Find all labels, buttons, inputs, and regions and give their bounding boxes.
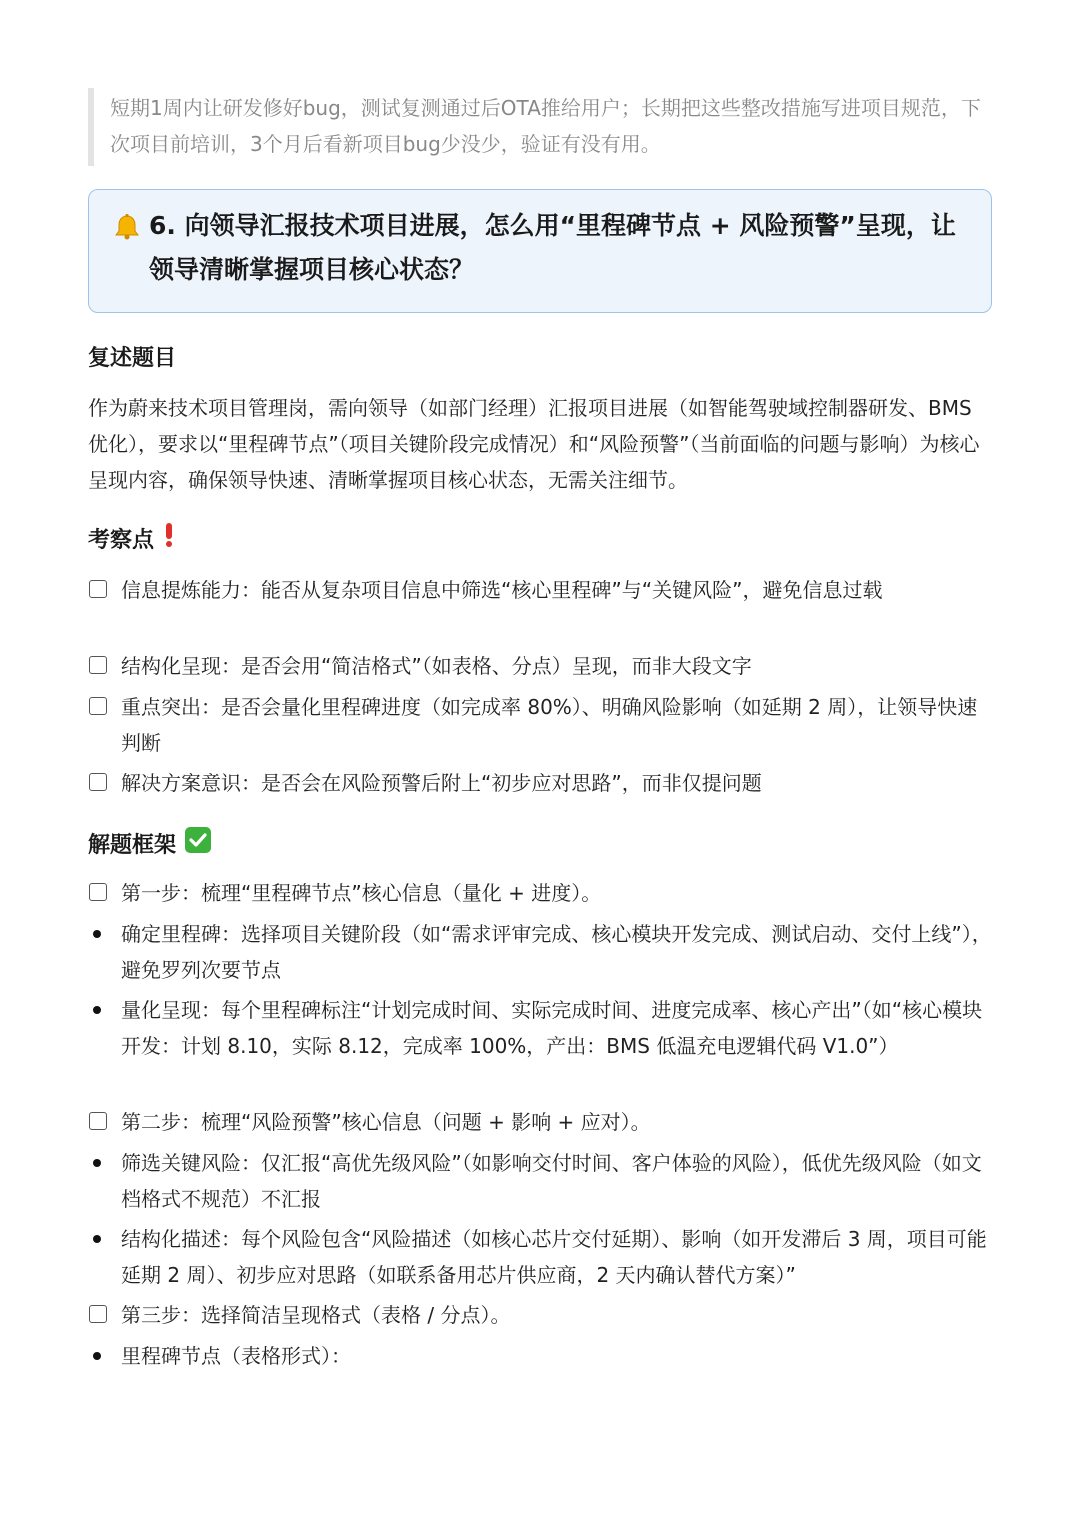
- checklist-item[interactable]: 第三步：选择简洁呈现格式（表格 / 分点）。: [88, 1297, 993, 1333]
- checkbox[interactable]: [89, 580, 107, 598]
- question-callout: [88, 189, 992, 313]
- checkbox[interactable]: [89, 883, 107, 901]
- checkbox[interactable]: [89, 697, 107, 715]
- bullet-dot: [93, 1159, 101, 1167]
- heading-text: 复述题目: [88, 346, 177, 371]
- bullet-dot: [93, 1235, 101, 1243]
- bullet-item: 结构化描述：每个风险包含“风险描述（如核心芯片交付延期）、影响（如开发滞后 3 周，项目可能延期 2 周）、初步应对思路（如联系备用芯片供应商，2 天内确认替代方案）”: [88, 1221, 993, 1293]
- heading-text: 解题框架: [88, 833, 177, 858]
- checkbox[interactable]: [89, 1112, 107, 1130]
- checklist-item[interactable]: 重点突出：是否会量化里程碑进度（如完成率 80%）、明确风险影响（如延期 2 周），让领导快速判断: [88, 689, 993, 761]
- bullet-dot: [93, 1006, 101, 1014]
- bullet-dot: [93, 930, 101, 938]
- bullet-item: 筛选关键风险：仅汇报“高优先级风险”（如影响交付时间、客户体验的风险），低优先级风险（如文档格式不规范）不汇报: [88, 1145, 993, 1217]
- checkbox[interactable]: [89, 1305, 107, 1323]
- section-heading-framework: [88, 826, 212, 866]
- checklist-item[interactable]: 信息提炼能力：能否从复杂项目信息中筛选“核心里程碑”与“关键风险”，避免信息过载: [88, 572, 993, 608]
- restate-paragraph: 作为蔚来技术项目管理岗，需向领导（如部门经理）汇报项目进展（如智能驾驶域控制器研发、BMS 优化），要求以“里程碑节点”（项目关键阶段完成情况）和“风险预警”（当前面临的问题与影响）为核心呈现内容，确保领导快速、清晰掌握项目核心状态，无需关注细节。: [88, 396, 980, 492]
- bullet-dot: [93, 1352, 101, 1360]
- section-heading-points: [88, 522, 176, 560]
- blockquote: 短期1周内让研发修好bug，测试复测通过后OTA推给用户；长期把这些整改措施写进项目规范，下次项目前培训，3个月后看新项目bug少没少，验证有没有用。: [88, 88, 988, 166]
- callout-title: 6. 向领导汇报技术项目进展，怎么用“里程碑节点 + 风险预警”呈现，让领导清晰掌握项目核心状态？: [149, 211, 956, 284]
- bullet-item: 确定里程碑：选择项目关键阶段（如“需求评审完成、核心模块开发完成、测试启动、交付上线”），避免罗列次要节点: [88, 916, 993, 988]
- checkbox[interactable]: [89, 773, 107, 791]
- bullet-item: 量化呈现：每个里程碑标注“计划完成时间、实际完成时间、进度完成率、核心产出”（如“核心模块开发：计划 8.10，实际 8.12，完成率 100%，产出：BMS 低温充电逻辑代码 V1.0”）: [88, 992, 993, 1064]
- exclamation-icon: [162, 522, 176, 560]
- bullet-item: 里程碑节点（表格形式）：: [88, 1338, 993, 1374]
- checklist-item[interactable]: 结构化呈现：是否会用“简洁格式”（如表格、分点）呈现，而非大段文字: [88, 648, 993, 684]
- section-heading-restate: [88, 341, 176, 377]
- checklist-item[interactable]: 解决方案意识：是否会在风险预警后附上“初步应对思路”，而非仅提问题: [88, 765, 993, 801]
- check-mark-icon: [184, 826, 212, 866]
- bell-icon: [113, 214, 141, 240]
- checklist-item[interactable]: 第二步：梳理“风险预警”核心信息（问题 + 影响 + 应对）。: [88, 1104, 993, 1140]
- heading-text: 考察点: [88, 528, 155, 553]
- checkbox[interactable]: [89, 656, 107, 674]
- checklist-item[interactable]: 第一步：梳理“里程碑节点”核心信息（量化 + 进度）。: [88, 875, 993, 911]
